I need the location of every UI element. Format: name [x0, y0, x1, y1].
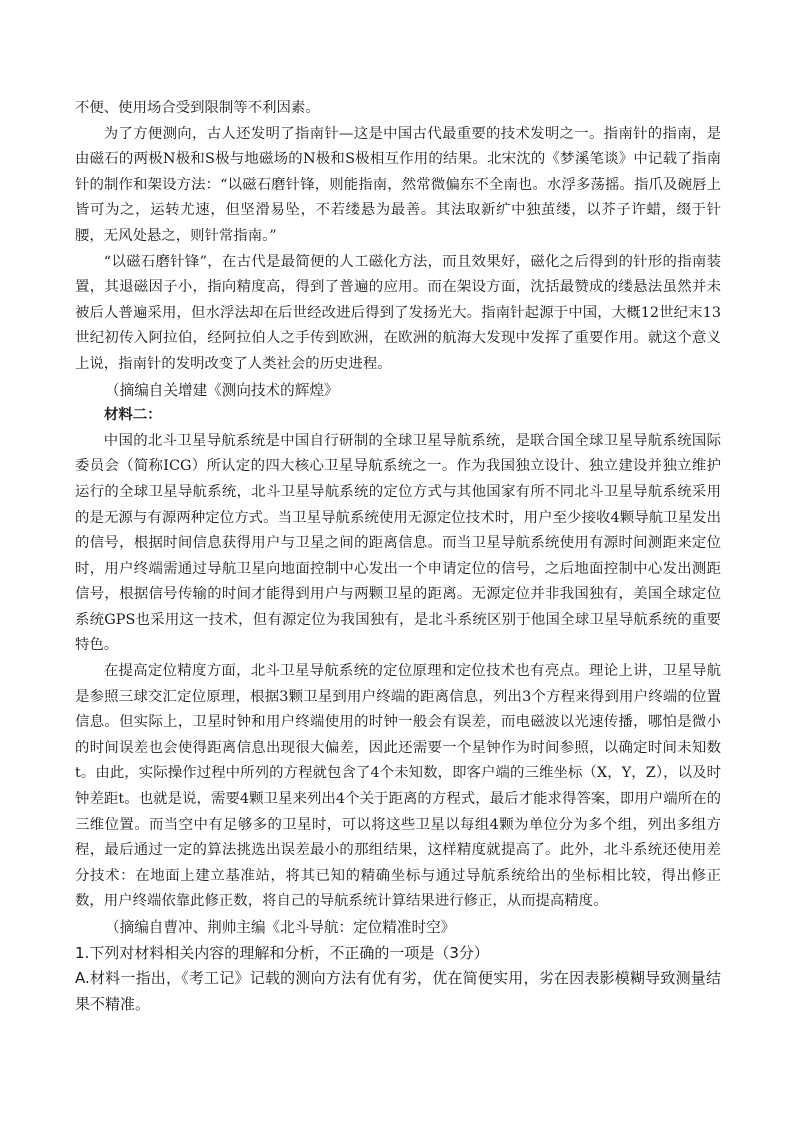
paragraph-compass-needle: 为了方便测向，古人还发明了指南针—这是中国古代最重要的技术发明之一。指南针的指南，是由磁石的两极N极和S极与地磁场的N极和S极相互作用的结果。北宋沈的《梦溪笔谈》中记载了指南针的制作和架设方法：“以磁石磨针锋，则能指南，然常微偏东不全南也。水浮多荡摇。指爪及碗唇上皆可为之，运转尤速，但坚滑易坠，不若缕悬为最善。其法取新纩中独茧缕，以芥子许蜡，缀于针腰，无风处悬之，则针常指南。” [75, 125, 721, 244]
paragraph-positioning-precision: 在提高定位精度方面，北斗卫星导航系统的定位原理和定位技术也有亮点。理论上讲，卫星导航是参照三球交汇定位原理，根据3颗卫星到用户终端的距离信息，列出3个方程来得到用户终端的位置信息。但实际上，卫星时钟和用户终端使用的时钟一般会有误差，而电磁波以光速传播，哪怕是微小的时间误差也会使得距离信息出现很大偏差，因此还需要一个星钟作为时间参照，以确定时间未知数t。由此，实际操作过程中所列的方程就包含了4个未知数，即客户端的三维坐标（X，Y，Z），以及时钟差距t。也就是说，需要4颗卫星来列出4个关于距离的方程式，最后才能求得答案，即用户端所在的三维位置。而当空中有足够多的卫星时，可以将这些卫星以每组4颗为单位分为多个组，列出多组方程，最后通过一定的算法挑选出误差最小的那组结果，这样精度就提高了。此外，北斗系统还使用差分技术：在地面上建立基准站，将其已知的精确坐标与通过导航系统给出的坐标相比较，得出修正数，用户终端依靠此修正数，将自己的导航系统计算结果进行修正，从而提高精度。 [75, 663, 721, 910]
material2-source: （摘编自曹冲、荆帅主编《北斗导航：定位精准时空》 [105, 919, 456, 936]
question1-stem: 1.下列对材料相关内容的理解和分析，不正确的一项是（3分） [75, 943, 489, 962]
material1-continued-line: 不便、使用场合受到限制等不利因素。 [75, 100, 320, 116]
material1-source: （摘编自关增建《测向技术的辉煌》 [105, 381, 339, 399]
question1-option-a: A.材料一指出，《考工记》记载的测向方法有优有劣，优在简便实用，劣在因表影模糊导致测量结果不精准。 [75, 969, 721, 1013]
paragraph-beidou-system: 中国的北斗卫星导航系统是中国自行研制的全球卫星导航系统，是联合国全球卫星导航系统国际委员会（简称ICG）所认定的四大核心卫星导航系统之一。作为我国独立设计、独立建设并独立维护运行的全球卫星导航系统，北斗卫星导航系统的定位方式与其他国家有所不同北斗卫星导航系统采用的是无源与有源两种定位方式。当卫星导航系统使用无源定位技术时，用户至少接收4颗导航卫星发出的信号，根据时间信息获得用户与卫星之间的距离信息。而当卫星导航系统使用有源时间测距来定位时，用户终端需通过导航卫星向地面控制中心发出一个申请定位的信号，之后地面控制中心发出测距信号，根据信号传输的时间才能得到用户与两颗卫星的距离。无源定位并非我国独有，美国全球定位系统GPS也采用这一技术，但有源定位为我国独有，是北斗系统区别于他国全球卫星导航系统的重要特色。 [75, 432, 721, 654]
material2-heading: 材料二： [104, 407, 162, 424]
paragraph-magnetization: “以磁石磨针锋”，在古代是最简便的人工磁化方法，而且效果好，磁化之后得到的针形的指南装置，其退磁因子小，指向精度高，得到了普遍的应用。而在架设方面，沈括最赞成的缕悬法虽然并未被后人普遍采用，但水浮法却在后世经改进后得到了发扬光大。指南针起源于中国，大概12世纪末13世纪初传入阿拉伯，经阿拉伯人之手传到欧洲，在欧洲的航海大发现中发挥了重要作用。就这个意义上说，指南针的发明改变了人类社会的历史进程。 [75, 253, 721, 372]
